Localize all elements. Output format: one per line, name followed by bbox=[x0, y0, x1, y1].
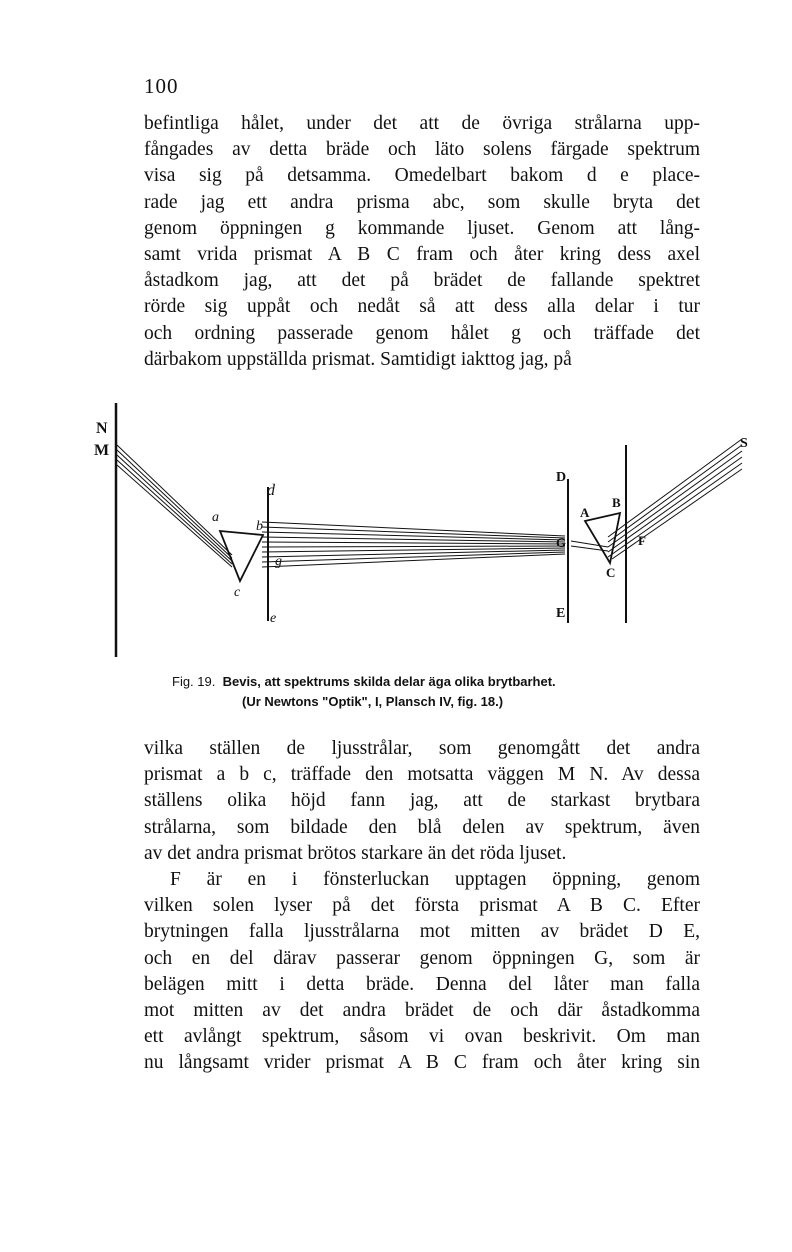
text-line: nu långsamt vrider prismat A B C fram och åter kring sin bbox=[144, 1052, 700, 1074]
caption-source: (Ur Newtons "Optik", I, Plansch IV, fig. 18.) bbox=[242, 694, 504, 709]
ray bbox=[117, 450, 232, 558]
sun-ray bbox=[608, 439, 742, 537]
caption-line-1 bbox=[172, 672, 556, 692]
sun-ray bbox=[612, 469, 742, 559]
text-line: därbakom uppställda prismat. Samtidigt iakttog jag, på bbox=[144, 348, 572, 370]
text-line: vilken solen lyser på det första prismat A B C. Efter bbox=[144, 895, 700, 917]
prism-ABC bbox=[585, 513, 620, 563]
paragraph-2 bbox=[144, 736, 700, 1077]
text-line: och ordning passerade genom hålet g och träffade det bbox=[144, 322, 700, 344]
label-S: S bbox=[740, 436, 748, 451]
label-B: B bbox=[612, 495, 621, 510]
ray bbox=[571, 541, 608, 547]
label-D: D bbox=[556, 470, 567, 485]
sun-ray bbox=[608, 445, 742, 542]
text-line: rörde sig uppåt och nedåt så att dess alla delar i tur bbox=[144, 296, 700, 318]
label-C: C bbox=[606, 565, 616, 580]
text-line: strålarna, som bildade den blå delen av spektrum, även bbox=[144, 816, 700, 838]
figure-caption bbox=[172, 672, 556, 712]
text-line: ett avlångt spektrum, såsom vi ovan beskrivit. Om man bbox=[144, 1026, 700, 1048]
text-line: vilka ställen de ljusstrålar, som genomgått det andra bbox=[144, 738, 700, 759]
label-a: a bbox=[212, 510, 219, 525]
text-line: fångades av detta bräde och läto solens färgade spektrum bbox=[144, 139, 700, 161]
sun-ray bbox=[608, 463, 742, 557]
sun-ray bbox=[608, 451, 742, 547]
text-line: mot mitten av det andra brädet de och där åstadkomma bbox=[144, 1000, 700, 1022]
text-line: prismat a b c, träffade den motsatta väggen M N. Av dessa bbox=[144, 764, 700, 786]
ray bbox=[117, 455, 232, 561]
label-e: e bbox=[270, 611, 277, 626]
label-g: g bbox=[275, 554, 282, 569]
text-line: belägen mitt i detta bräde. Denna del låter man falla bbox=[144, 973, 700, 995]
label-N: N bbox=[96, 420, 108, 437]
paragraph-1 bbox=[144, 111, 700, 373]
spectrum-ray bbox=[262, 537, 565, 542]
label-b: b bbox=[256, 519, 263, 534]
spectrum-ray bbox=[262, 542, 565, 544]
label-E: E bbox=[556, 606, 566, 621]
caption-title: Bevis, att spektrums skilda delar äga olika brytbarhet. bbox=[222, 674, 556, 689]
text-line: och en del därav passerar genom öppningen G, som är bbox=[144, 947, 700, 969]
text-line: F är en i fönsterluckan upptagen öppning, genom bbox=[170, 869, 700, 891]
label-c: c bbox=[234, 585, 241, 600]
ray bbox=[117, 445, 232, 555]
text-line: rade jag ett andra prisma abc, som skulle bryta det bbox=[144, 191, 700, 213]
label-G: G bbox=[556, 535, 567, 550]
newton-prism-figure bbox=[0, 395, 792, 665]
figure-label: Fig. 19. bbox=[172, 674, 216, 689]
text-line: samt vrida prismat A B C fram och åter kring dess axel bbox=[144, 244, 700, 266]
label-A: A bbox=[580, 505, 590, 520]
prism-diagram bbox=[0, 395, 792, 665]
page-number: 100 bbox=[144, 74, 179, 98]
text-line: åstadkom jag, att det på brädet de fallande spektret bbox=[144, 270, 700, 292]
label-M: M bbox=[94, 442, 110, 459]
text-line: genom öppningen g kommande ljuset. Genom att lång- bbox=[144, 217, 700, 239]
text-line: visa sig på detsamma. Omedelbart bakom d e place- bbox=[144, 165, 700, 187]
label-d: d bbox=[267, 482, 275, 499]
label-F: F bbox=[638, 533, 646, 548]
spectrum-ray bbox=[262, 546, 565, 547]
text-line: befintliga hålet, under det att de övriga strålarna upp- bbox=[144, 113, 700, 134]
text-line: ställens olika höjd fann jag, att de starkast brytbara bbox=[144, 790, 700, 812]
sun-ray bbox=[608, 457, 742, 552]
text-line: av det andra prismat brötos starkare än det röda ljuset. bbox=[144, 842, 567, 864]
text-line: brytningen falla ljusstrålarna mot mitten av brädet D E, bbox=[144, 921, 700, 943]
